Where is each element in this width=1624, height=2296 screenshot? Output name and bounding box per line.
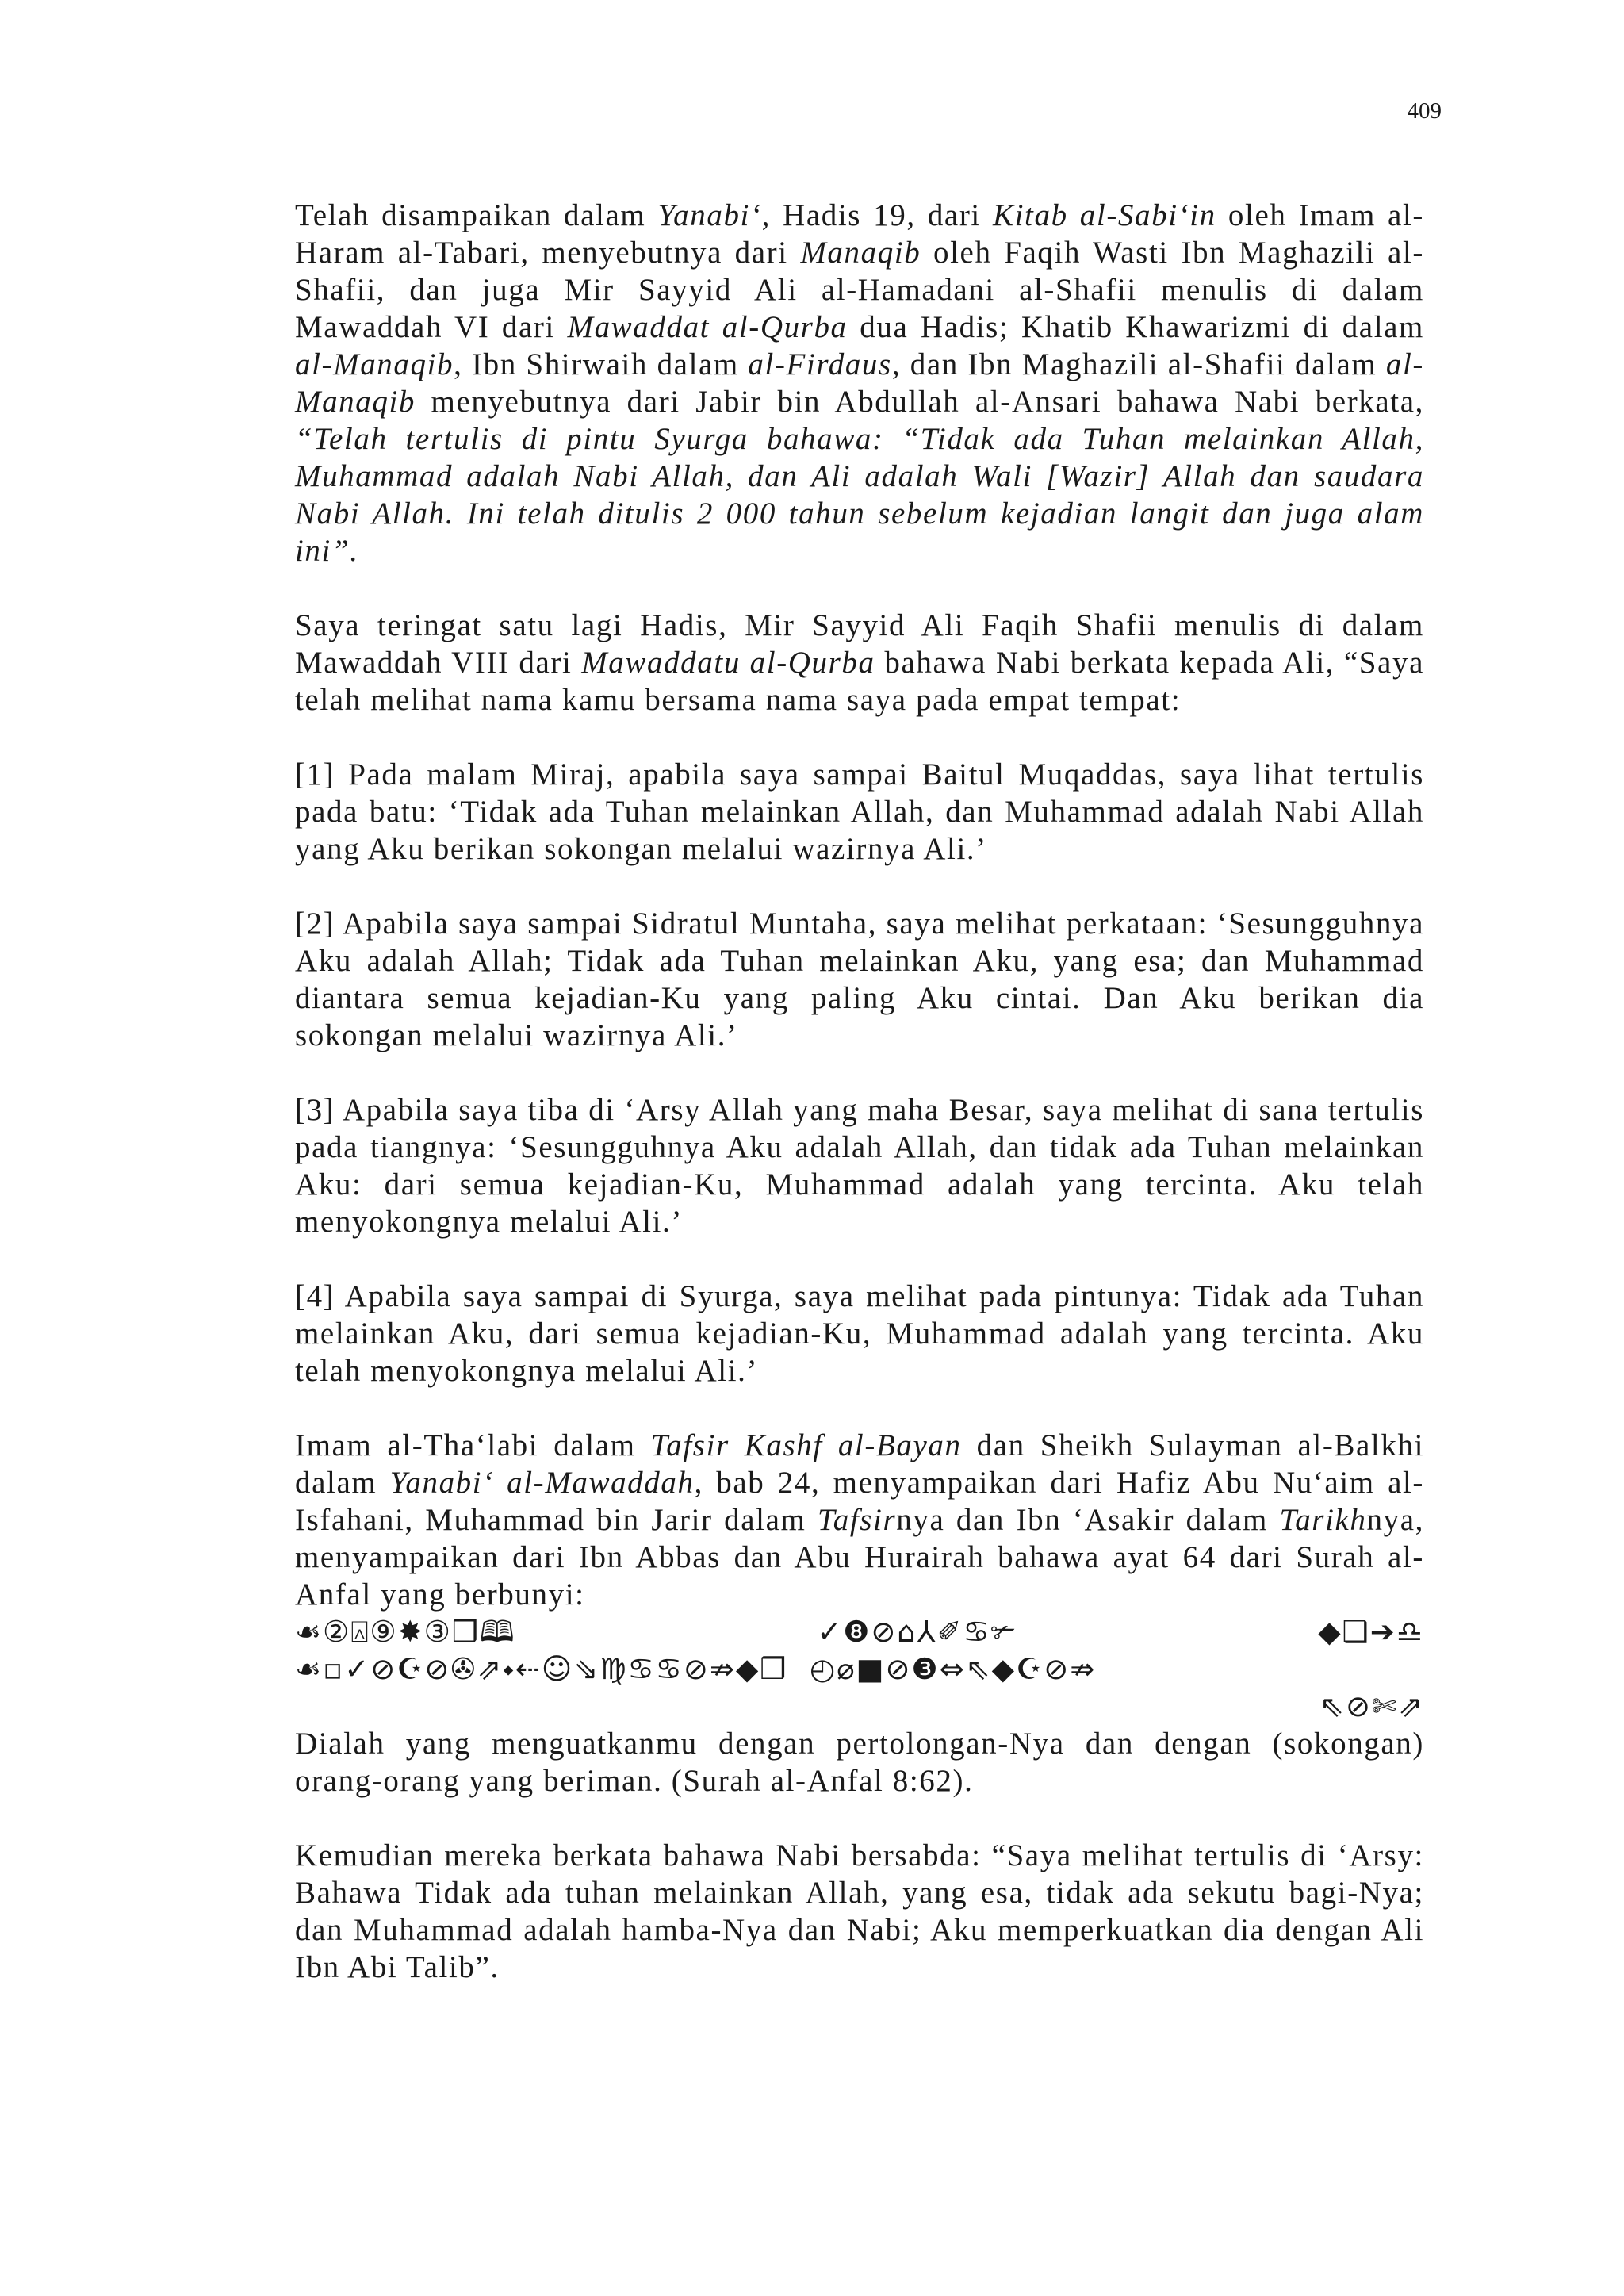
paragraph-5: [3] Apabila saya tiba di ‘Arsy Allah yang maha Besar, saya melihat di sana tertulis pada tiangnya: ‘Sesungguhnya Aku adalah Allah, dan tidak ada Tuhan melainkan Aku: dari semua kejadian-Ku, Muhammad adalah yang tercinta. Aku telah menyokongnya melalui Ali.’ <box>295 1093 1424 1239</box>
text: bahawa Nabi berkata kepada Ali, “Saya telah melihat nama kamu bersama nama saya pada empat tempat: <box>295 646 1424 717</box>
citation: Tafsir <box>818 1503 897 1537</box>
glyph-line-1 <box>295 1613 1424 1650</box>
citation: al-Manaqib <box>295 347 454 381</box>
glyph-run: ✓❽⊘⌂⅄✐♋✃ <box>817 1615 1017 1649</box>
paragraph-2 <box>295 607 1424 719</box>
text: dua Hadis; Khatib Khawarizmi di dalam <box>847 310 1424 344</box>
citation: Yanabi‘ <box>657 198 762 232</box>
glyph-run: ◆❑➔♎ <box>1318 1615 1424 1649</box>
citation: al-Firdaus <box>748 347 892 381</box>
text: menyebutnya dari Jabir bin Abdullah al-Ansari bahawa Nabi berkata, <box>416 385 1424 419</box>
paragraph-4: [2] Apabila saya sampai Sidratul Muntaha, saya melihat perkataan: ‘Sesungguhnya Aku adalah Allah; Tidak ada Tuhan melainkan Aku, yang esa; dan Muhammad diantara semua kejadian-Ku yang paling Aku cintai. Dan Aku berikan dia sokongan melalui wazirnya Ali.’ <box>295 907 1424 1052</box>
paragraph-3: [1] Pada malam Miraj, apabila saya sampai Baitul Muqaddas, saya lihat tertulis pada batu: ‘Tidak ada Tuhan melainkan Allah, dan Muhammad adalah Nabi Allah yang Aku berikan sokongan melalui wazirnya Ali.’ <box>295 757 1424 866</box>
citation: Mawaddatu al-Qurba <box>581 646 875 680</box>
text: nya dan Ibn ‘Asakir dalam <box>896 1503 1280 1537</box>
citation: Mawaddat al-Qurba <box>567 310 848 344</box>
text: oleh Imam al-Haram al-Tabari, menyebutnya dari <box>295 198 1424 270</box>
citation: Kitab al-Sabi‘in <box>992 198 1216 232</box>
glyph-run: ☙②⍓⑨✸③❒🕮 <box>295 1615 516 1649</box>
verse-translation: Dialah yang menguatkanmu dengan pertolongan-Nya dan dengan (sokongan) orang-orang yang beriman. (Surah al-Anfal 8:62). <box>295 1727 1424 1798</box>
paragraph-6: [4] Apabila saya sampai di Syurga, saya melihat pada pintunya: Tidak ada Tuhan melainkan Aku, dari semua kejadian-Ku, Muhammad adalah yang tercinta. Aku telah menyokongnya melalui Ali.’ <box>295 1279 1424 1388</box>
text: , bab 24, menyampaikan dari Hafiz Abu Nu‘aim al-Isfahani, Muhammad bin Jarir dalam <box>295 1466 1425 1537</box>
text: oleh Faqih Wasti Ibn Maghazili al-Shafii, dan juga Mir Sayyid Ali al-Hamadani al-Shafii menulis di dalam Mawaddah VI dari <box>295 236 1424 344</box>
paragraph-8: Kemudian mereka berkata bahawa Nabi bersabda: “Saya melihat tertulis di ‘Arsy: Bahawa Tidak ada tuhan melainkan Allah, yang esa, tidak ada sekutu bagi-Nya; dan Muhammad adalah hamba-Nya dan Nabi; Aku memperkuatkan dia dengan Ali Ibn Abi Talib”. <box>295 1838 1424 1984</box>
glyph-line-3: ⇖⊘✄⇗ <box>1319 1689 1424 1723</box>
text: nya, menyampaikan dari Ibn Abbas dan Abu Hurairah bahawa ayat 64 dari Surah al-Anfal yang berbunyi: <box>295 1503 1424 1612</box>
text: Imam al-Tha‘labi dalam <box>295 1428 651 1462</box>
quotation: “Telah tertulis di pintu Syurga bahawa: “Tidak ada Tuhan melainkan Allah, Muhammad adalah Nabi Allah, dan Ali adalah Wali [Wazir] Allah dan saudara Nabi Allah. Ini telah ditulis 2 000 tahun sebelum kejadian langit dan juga alam ini”. <box>295 422 1424 568</box>
glyph-line-2: ☙▫✓⊘☪⊘✇⇗⬩⇠☺⇘♍♋♋⊘⇏◆❒ ◴⌀■⊘❸⇔⇖◆☪⊘⇏ <box>295 1652 1097 1686</box>
citation: Manaqib <box>800 236 921 270</box>
page-body <box>295 197 1424 2023</box>
citation: Yanabi‘ al-Mawaddah <box>389 1466 695 1500</box>
quran-verse-glyphs <box>295 1613 1424 1725</box>
text: , Hadis 19, dari <box>761 198 993 232</box>
text: , dan Ibn Maghazili al-Shafii dalam <box>891 347 1386 381</box>
text: dan Sheikh Sulayman al-Balkhi dalam <box>295 1428 1424 1500</box>
text: Telah disampaikan dalam <box>295 198 658 232</box>
text: Saya teringat satu lagi Hadis, Mir Sayyid Ali Faqih Shafii menulis di dalam Mawaddah VIII dari <box>295 608 1424 680</box>
citation: al-Manaqib <box>295 347 1424 419</box>
paragraph-1 <box>295 197 1424 569</box>
citation: Tafsir Kashf al-Bayan <box>650 1428 962 1462</box>
page-number: 409 <box>1407 98 1442 124</box>
paragraph-7 <box>295 1427 1424 1613</box>
citation: Tarikh <box>1279 1503 1367 1537</box>
text: , Ibn Shirwaih dalam <box>454 347 749 381</box>
